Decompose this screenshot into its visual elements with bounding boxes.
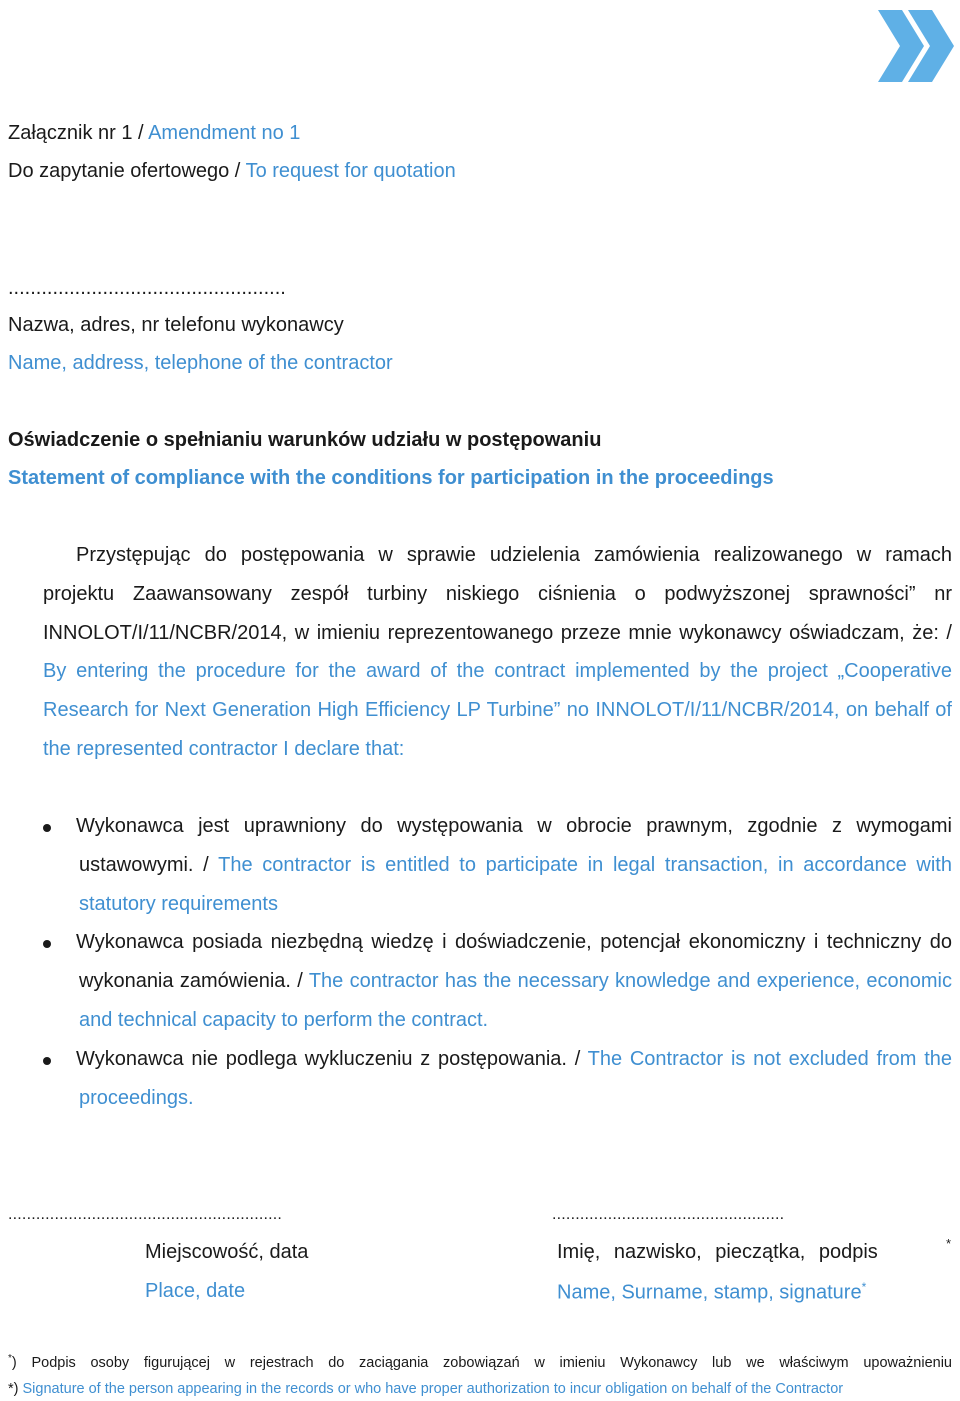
intro-en: By entering the procedure for the award of the contract implemented by the project „Cooperative Research for Next Generation High Efficiency LP Turbine” no INNOLOT/I/11/NCBR/2014, on behalf of the represented contractor I declare that:: [43, 660, 952, 760]
place-date-label-pl: Miejscowość, data: [145, 1241, 309, 1263]
name-signature-label-pl: Imię, nazwisko, pieczątka, podpis: [557, 1241, 878, 1263]
bullet-icon: [43, 1057, 51, 1065]
footnote-pl-text: Podpis osoby figurującej w rejestrach do zaciągania zobowiązań w imieniu Wykonawcy lub we właściwym upoważnieniu: [31, 1354, 952, 1371]
footnote-pl-marker: *): [8, 1353, 17, 1371]
name-signature-en-asterisk: *: [861, 1280, 867, 1294]
intro-paragraph: [43, 536, 952, 769]
list-item: [76, 807, 952, 923]
double-chevron-logo-icon: [876, 8, 956, 84]
contractor-dots: ..................................................: [8, 277, 286, 299]
footnote-en-marker: *): [8, 1381, 19, 1397]
bullet-1-pl: Wykonawca jest uprawniony do występowania w obrocie prawnym, zgodnie z wymogami ustawowymi. /: [76, 815, 952, 876]
bullet-2-pl: Wykonawca posiada niezbędną wiedzę i doświadczenie, potencjał ekonomiczny i techniczny do wykonania zamówienia. /: [76, 931, 952, 992]
list-item: [76, 923, 952, 1039]
bullet-1-en: The contractor is entitled to participate in legal transaction, in accordance with statutory requirements: [79, 853, 952, 915]
bullet-3-en: The Contractor is not excluded from the proceedings.: [79, 1048, 952, 1109]
statement-title-pl: Oświadczenie o spełnianiu warunków udziału w postępowaniu: [8, 429, 602, 451]
footnote-en-text: Signature of the person appearing in the records or who have proper authorization to incur obligation on behalf of the Contractor: [22, 1381, 844, 1397]
name-signature-en-text: Name, Surname, stamp, signature: [557, 1281, 862, 1304]
list-item: [76, 1040, 952, 1118]
signature-right-dots: ..................................................: [552, 1206, 785, 1223]
bullet-2-en: The contractor has the necessary knowledge and experience, economic and technical capacity to perform the contract.: [79, 969, 952, 1031]
bullet-3-pl: Wykonawca nie podlega wykluczeniu z postępowania. /: [76, 1048, 581, 1070]
contractor-label-pl: Nazwa, adres, nr telefonu wykonawcy: [8, 314, 344, 336]
bullet-icon: [43, 940, 51, 948]
footnote-en: [8, 1381, 843, 1397]
name-signature-asterisk: *: [946, 1236, 952, 1251]
request-pl: Do zapytanie ofertowego /: [8, 160, 241, 182]
amendment-pl: Załącznik nr 1 /: [8, 122, 144, 144]
contractor-label-en: Name, address, telephone of the contractor: [8, 352, 393, 374]
amendment-line: [8, 122, 300, 145]
place-date-label-en: Place, date: [145, 1280, 246, 1302]
name-signature-label-en: [557, 1280, 866, 1305]
intro-pl: Przystępując do postępowania w sprawie udzielenia zamówienia realizowanego w ramach projektu Zaawansowany zespół turbiny niskiego ciśnienia o podwyższonej sprawności” nr INNOLOT/I/11/NCBR/2014, w imieniu reprezentowanego przeze mnie wykonawcy oświadczam, że: /: [43, 544, 952, 644]
signature-left-dots: ...........................................................: [8, 1206, 283, 1223]
request-line: [8, 160, 456, 183]
request-en: To request for quotation: [245, 160, 456, 182]
amendment-en: Amendment no 1: [148, 122, 301, 144]
statement-title-en: Statement of compliance with the conditions for participation in the proceedings: [8, 467, 774, 489]
footnote-pl: [8, 1353, 952, 1371]
bullet-icon: [43, 824, 51, 832]
